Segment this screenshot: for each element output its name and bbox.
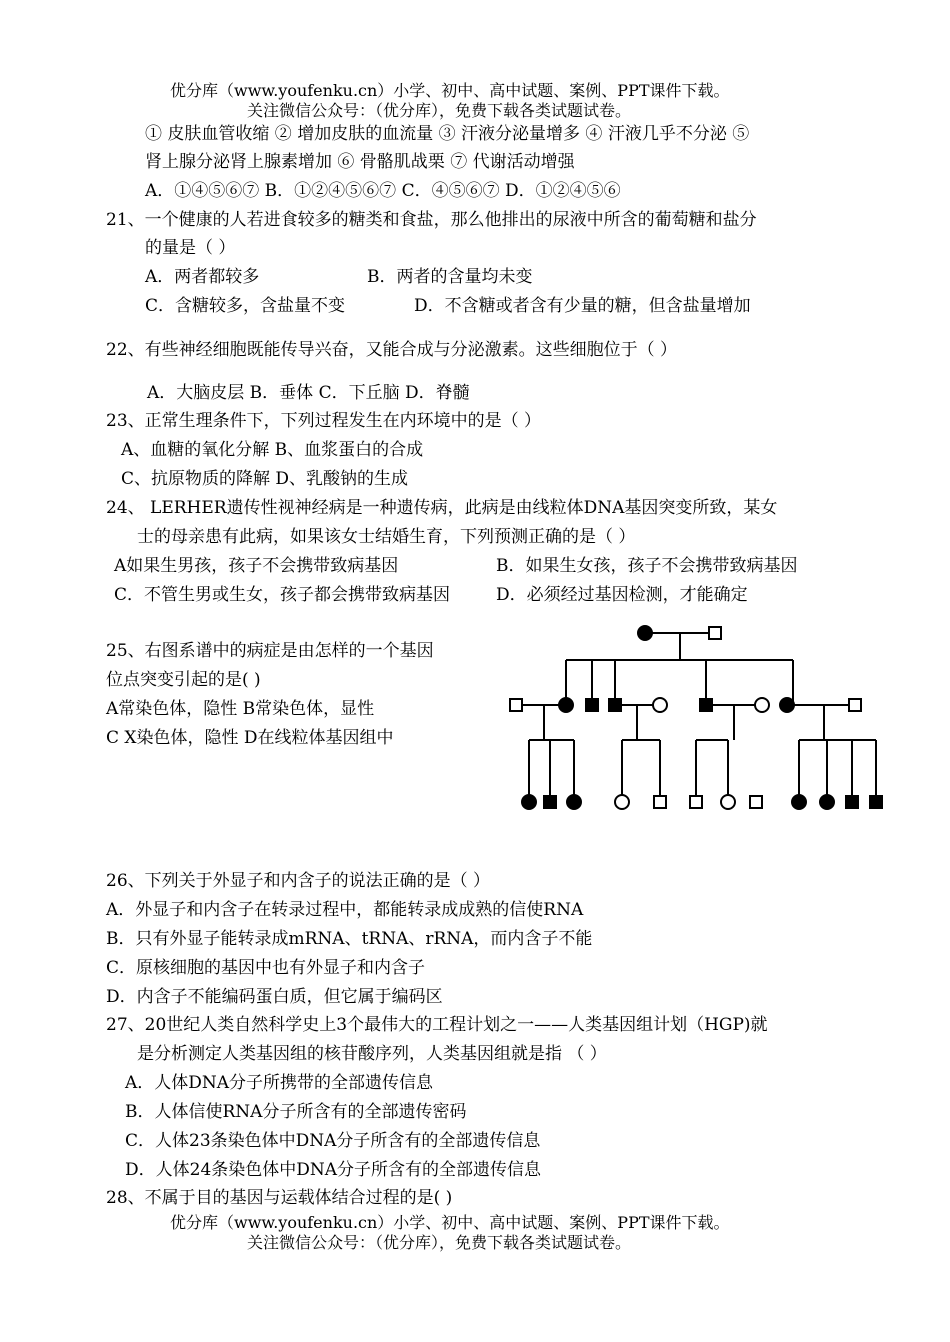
q21-option-a: A．两者都较多 [145,267,260,287]
q21-option-c: C．含糖较多，含盐量不变 [145,296,346,316]
q20-choices: A．①④⑤⑥⑦ B．①②④⑤⑥⑦ C．④⑤⑥⑦ D．①②④⑤⑥ [145,181,621,201]
q25-stem-1: 25、右图系谱中的病症是由怎样的一个基因 [106,641,434,661]
gen3-affected-female [567,795,581,809]
gen3-normal-female [721,795,735,809]
gen3-normal-female [615,795,629,809]
gen2-affected-female [559,698,573,712]
gen1-affected-female [638,626,652,640]
q24-option-a: A如果生男孩，孩子不会携带致病基因 [114,556,399,576]
gen3-affected-male [544,796,556,808]
gen2-affected-male [700,699,712,711]
pedigree-chart [500,618,890,818]
footer-line-1: 优分库（www.youfenku.cn）小学、初中、高中试题、案例、PPT课件下载。 [170,1213,730,1232]
q22-stem: 22、有些神经细胞既能传导兴奋，又能合成与分泌激素。这些细胞位于（ ） [106,340,678,360]
q26-option-c: C．原核细胞的基因中也有外显子和内含子 [106,958,426,978]
q27-stem-1: 27、20世纪人类自然科学史上3个最伟大的工程计划之一——人类基因组计划（HGP)就 [106,1015,768,1035]
q27-option-a: A．人体DNA分子所携带的全部遗传信息 [125,1073,434,1093]
q21-option-b: B．两者的含量均未变 [367,267,533,287]
gen3-affected-female [820,795,834,809]
gen2-affected-female [780,698,794,712]
gen3-normal-male [750,796,762,808]
gen3-affected-male [870,796,882,808]
header-line-1: 优分库（www.youfenku.cn）小学、初中、高中试题、案例、PPT课件下载。 [170,81,730,100]
gen2-normal-male-spouse [849,699,861,711]
q25-options-cd: C X染色体，隐性 D在线粒体基因组中 [106,728,394,748]
gen2-normal-female-spouse [653,698,667,712]
q21-stem-2: 的量是（ ） [145,238,236,258]
q24-option-d: D．必须经过基因检测，才能确定 [496,585,748,605]
gen2-normal-male-spouse [510,699,522,711]
q26-option-d: D．内含子不能编码蛋白质，但它属于编码区 [106,987,443,1007]
q24-option-b: B．如果生女孩，孩子不会携带致病基因 [496,556,798,576]
pedigree-lines [522,633,876,795]
q26-stem: 26、下列关于外显子和内含子的说法正确的是（ ） [106,871,491,891]
header-line-2: 关注微信公众号：（优分库），免费下载各类试题试卷。 [247,101,632,120]
gen3-affected-female [792,795,806,809]
q26-option-a: A．外显子和内含子在转录过程中，都能转录成成熟的信使RNA [106,900,584,920]
q27-stem-2: 是分析测定人类基因组的核苷酸序列，人类基因组就是指 （ ） [137,1044,607,1064]
q21-option-d: D．不含糖或者含有少量的糖，但含盐量增加 [414,296,751,316]
gen2-affected-male [609,699,621,711]
q24-stem-1: 24、 LERHER遗传性视神经病是一种遗传病，此病是由线粒体DNA基因突变所致，某女 [106,498,778,518]
q27-option-c: C．人体23条染色体中DNA分子所含有的全部遗传信息 [125,1131,541,1151]
q25-stem-2: 位点突变引起的是( ) [106,670,261,690]
q28-stem: 28、不属于目的基因与运载体结合过程的是( ) [106,1188,453,1208]
gen3-affected-female [522,795,536,809]
q23-options-ab: A、血糖的氧化分解 B、血浆蛋白的合成 [121,440,424,460]
gen2-normal-female-spouse [755,698,769,712]
footer-line-2: 关注微信公众号：（优分库），免费下载各类试题试卷。 [247,1233,632,1252]
gen3-affected-male [846,796,858,808]
q22-choices: A．大脑皮层 B．垂体 C．下丘脑 D．脊髓 [147,383,470,403]
q20-options-line-1: ① 皮肤血管收缩 ② 增加皮肤的血流量 ③ 汗液分泌量增多 ④ 汗液几乎不分泌 ⑤ [145,124,750,144]
q25-options-ab: A常染色体，隐性 B常染色体，显性 [106,699,375,719]
q27-option-b: B．人体信使RNA分子所含有的全部遗传密码 [125,1102,467,1122]
q23-stem: 23、正常生理条件下，下列过程发生在内环境中的是（ ） [106,411,542,431]
q20-options-line-2: 肾上腺分泌肾上腺素增加 ⑥ 骨骼肌战栗 ⑦ 代谢活动增强 [145,152,575,172]
q24-stem-2: 士的母亲患有此病，如果该女士结婚生育，下列预测正确的是（ ） [137,527,636,547]
q26-option-b: B．只有外显子能转录成mRNA、tRNA、rRNA，而内含子不能 [106,929,593,949]
q21-stem-1: 21、一个健康的人若进食较多的糖类和食盐，那么他排出的尿液中所含的葡萄糖和盐分 [106,210,757,230]
q23-options-cd: C、抗原物质的降解 D、乳酸钠的生成 [121,469,409,489]
gen3-normal-male [654,796,666,808]
q27-option-d: D．人体24条染色体中DNA分子所含有的全部遗传信息 [125,1160,542,1180]
gen2-affected-male [586,699,598,711]
q24-option-c: C．不管生男或生女，孩子都会携带致病基因 [114,585,451,605]
gen3-normal-male [690,796,702,808]
gen1-normal-male [709,627,721,639]
